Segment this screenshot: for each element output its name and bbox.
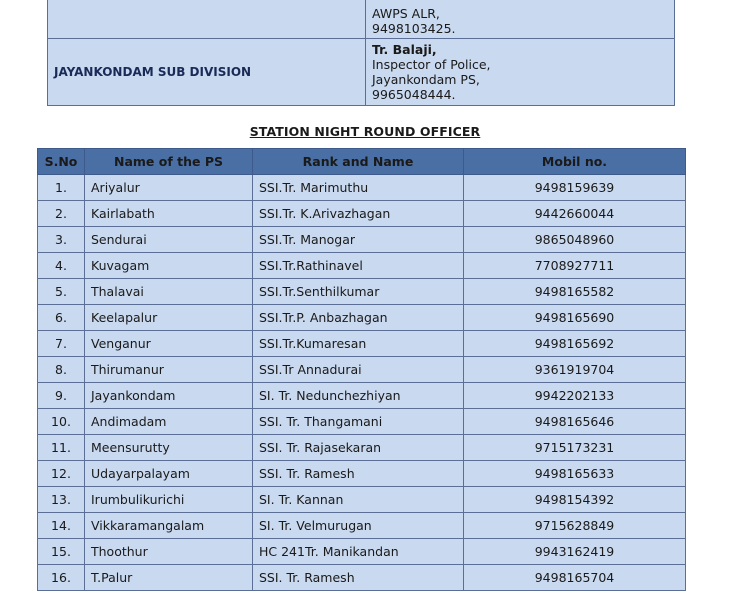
cell-ps: Sendurai — [85, 227, 253, 253]
cell-sno: 14. — [38, 513, 85, 539]
cell-ps: Vikkaramangalam — [85, 513, 253, 539]
cell-rank: SSI.Tr Annadurai — [253, 357, 464, 383]
cell-rank: SSI.Tr.P. Anbazhagan — [253, 305, 464, 331]
section-title: STATION NIGHT ROUND OFFICER — [249, 124, 481, 139]
cell-sno: 6. — [38, 305, 85, 331]
header-sno: S.No — [38, 149, 85, 175]
cell-mobile: 9498159639 — [464, 175, 686, 201]
cell-sno: 5. — [38, 279, 85, 305]
subdivision-row-jayankondam — [48, 39, 675, 106]
cell-rank: SSI. Tr. Ramesh — [253, 461, 464, 487]
cell-mobile: 7708927711 — [464, 253, 686, 279]
cell-ps: Jayankondam — [85, 383, 253, 409]
cell-sno: 1. — [38, 175, 85, 201]
table-row — [38, 409, 686, 435]
night-round-officer-table — [37, 148, 686, 591]
table-row — [38, 279, 686, 305]
cell-mobile: 9498165646 — [464, 409, 686, 435]
table-row — [38, 461, 686, 487]
cell-mobile: 9715628849 — [464, 513, 686, 539]
cell-ps: Meensurutty — [85, 435, 253, 461]
subdivision-officer — [366, 39, 675, 106]
table-row — [38, 201, 686, 227]
cell-sno: 4. — [38, 253, 85, 279]
cell-ps: T.Palur — [85, 565, 253, 591]
cell-ps: Thirumanur — [85, 357, 253, 383]
table-row — [38, 539, 686, 565]
officer-line: AWPS ALR, — [372, 6, 440, 21]
cell-sno: 9. — [38, 383, 85, 409]
cell-rank: SSI.Tr. K.Arivazhagan — [253, 201, 464, 227]
cell-ps: Thalavai — [85, 279, 253, 305]
header-rank-name: Rank and Name — [253, 149, 464, 175]
subdivision-table — [47, 0, 675, 106]
cell-rank: SSI. Tr. Rajasekaran — [253, 435, 464, 461]
cell-mobile: 9498154392 — [464, 487, 686, 513]
cell-mobile: 9715173231 — [464, 435, 686, 461]
cell-ps: Udayarpalayam — [85, 461, 253, 487]
cell-ps: Kairlabath — [85, 201, 253, 227]
subdivision-row-ariyalur — [48, 0, 675, 39]
cell-mobile: 9361919704 — [464, 357, 686, 383]
cell-ps: Irumbulikurichi — [85, 487, 253, 513]
officer-name: Tr. Balaji, — [372, 42, 437, 57]
officer-station: Jayankondam PS, — [372, 72, 480, 87]
subdivision-name — [48, 0, 366, 39]
header-ps-name: Name of the PS — [85, 149, 253, 175]
cell-mobile: 9498165704 — [464, 565, 686, 591]
cell-rank: SSI.Tr.Senthilkumar — [253, 279, 464, 305]
cell-mobile: 9942202133 — [464, 383, 686, 409]
cell-ps: Ariyalur — [85, 175, 253, 201]
officer-phone: 9965048444. — [372, 87, 456, 102]
cell-sno: 2. — [38, 201, 85, 227]
cell-rank: SSI.Tr.Rathinavel — [253, 253, 464, 279]
header-mobile: Mobil no. — [464, 149, 686, 175]
cell-mobile: 9498165692 — [464, 331, 686, 357]
subdivision-officer — [366, 0, 675, 39]
cell-sno: 8. — [38, 357, 85, 383]
cell-mobile: 9865048960 — [464, 227, 686, 253]
cell-sno: 12. — [38, 461, 85, 487]
officer-phone: 9498103425. — [372, 21, 456, 36]
cell-rank: SSI. Tr. Thangamani — [253, 409, 464, 435]
cell-mobile: 9442660044 — [464, 201, 686, 227]
cell-sno: 3. — [38, 227, 85, 253]
cell-rank: SI. Tr. Nedunchezhiyan — [253, 383, 464, 409]
cell-rank: SI. Tr. Velmurugan — [253, 513, 464, 539]
subdivision-name: JAYANKONDAM SUB DIVISION — [48, 39, 366, 106]
cell-rank: HC 241Tr. Manikandan — [253, 539, 464, 565]
cell-sno: 11. — [38, 435, 85, 461]
cell-mobile: 9498165582 — [464, 279, 686, 305]
table-row — [38, 357, 686, 383]
cell-ps: Venganur — [85, 331, 253, 357]
officer-designation: Inspector of Police, — [372, 57, 491, 72]
table-row — [38, 487, 686, 513]
cell-ps: Andimadam — [85, 409, 253, 435]
cell-ps: Keelapalur — [85, 305, 253, 331]
table-row — [38, 383, 686, 409]
table-header-row — [38, 149, 686, 175]
cell-rank: SI. Tr. Kannan — [253, 487, 464, 513]
table-row — [38, 305, 686, 331]
cell-rank: SSI.Tr. Manogar — [253, 227, 464, 253]
cell-rank: SSI. Tr. Ramesh — [253, 565, 464, 591]
cell-ps: Thoothur — [85, 539, 253, 565]
cell-mobile: 9498165690 — [464, 305, 686, 331]
cell-sno: 16. — [38, 565, 85, 591]
table-row — [38, 435, 686, 461]
cell-sno: 7. — [38, 331, 85, 357]
cell-sno: 10. — [38, 409, 85, 435]
table-row — [38, 253, 686, 279]
cell-sno: 13. — [38, 487, 85, 513]
cell-rank: SSI.Tr. Marimuthu — [253, 175, 464, 201]
cell-mobile: 9498165633 — [464, 461, 686, 487]
table-row — [38, 331, 686, 357]
table-row — [38, 227, 686, 253]
cell-sno: 15. — [38, 539, 85, 565]
cell-rank: SSI.Tr.Kumaresan — [253, 331, 464, 357]
cell-ps: Kuvagam — [85, 253, 253, 279]
table-row — [38, 565, 686, 591]
cell-mobile: 9943162419 — [464, 539, 686, 565]
table-row — [38, 175, 686, 201]
table-row — [38, 513, 686, 539]
